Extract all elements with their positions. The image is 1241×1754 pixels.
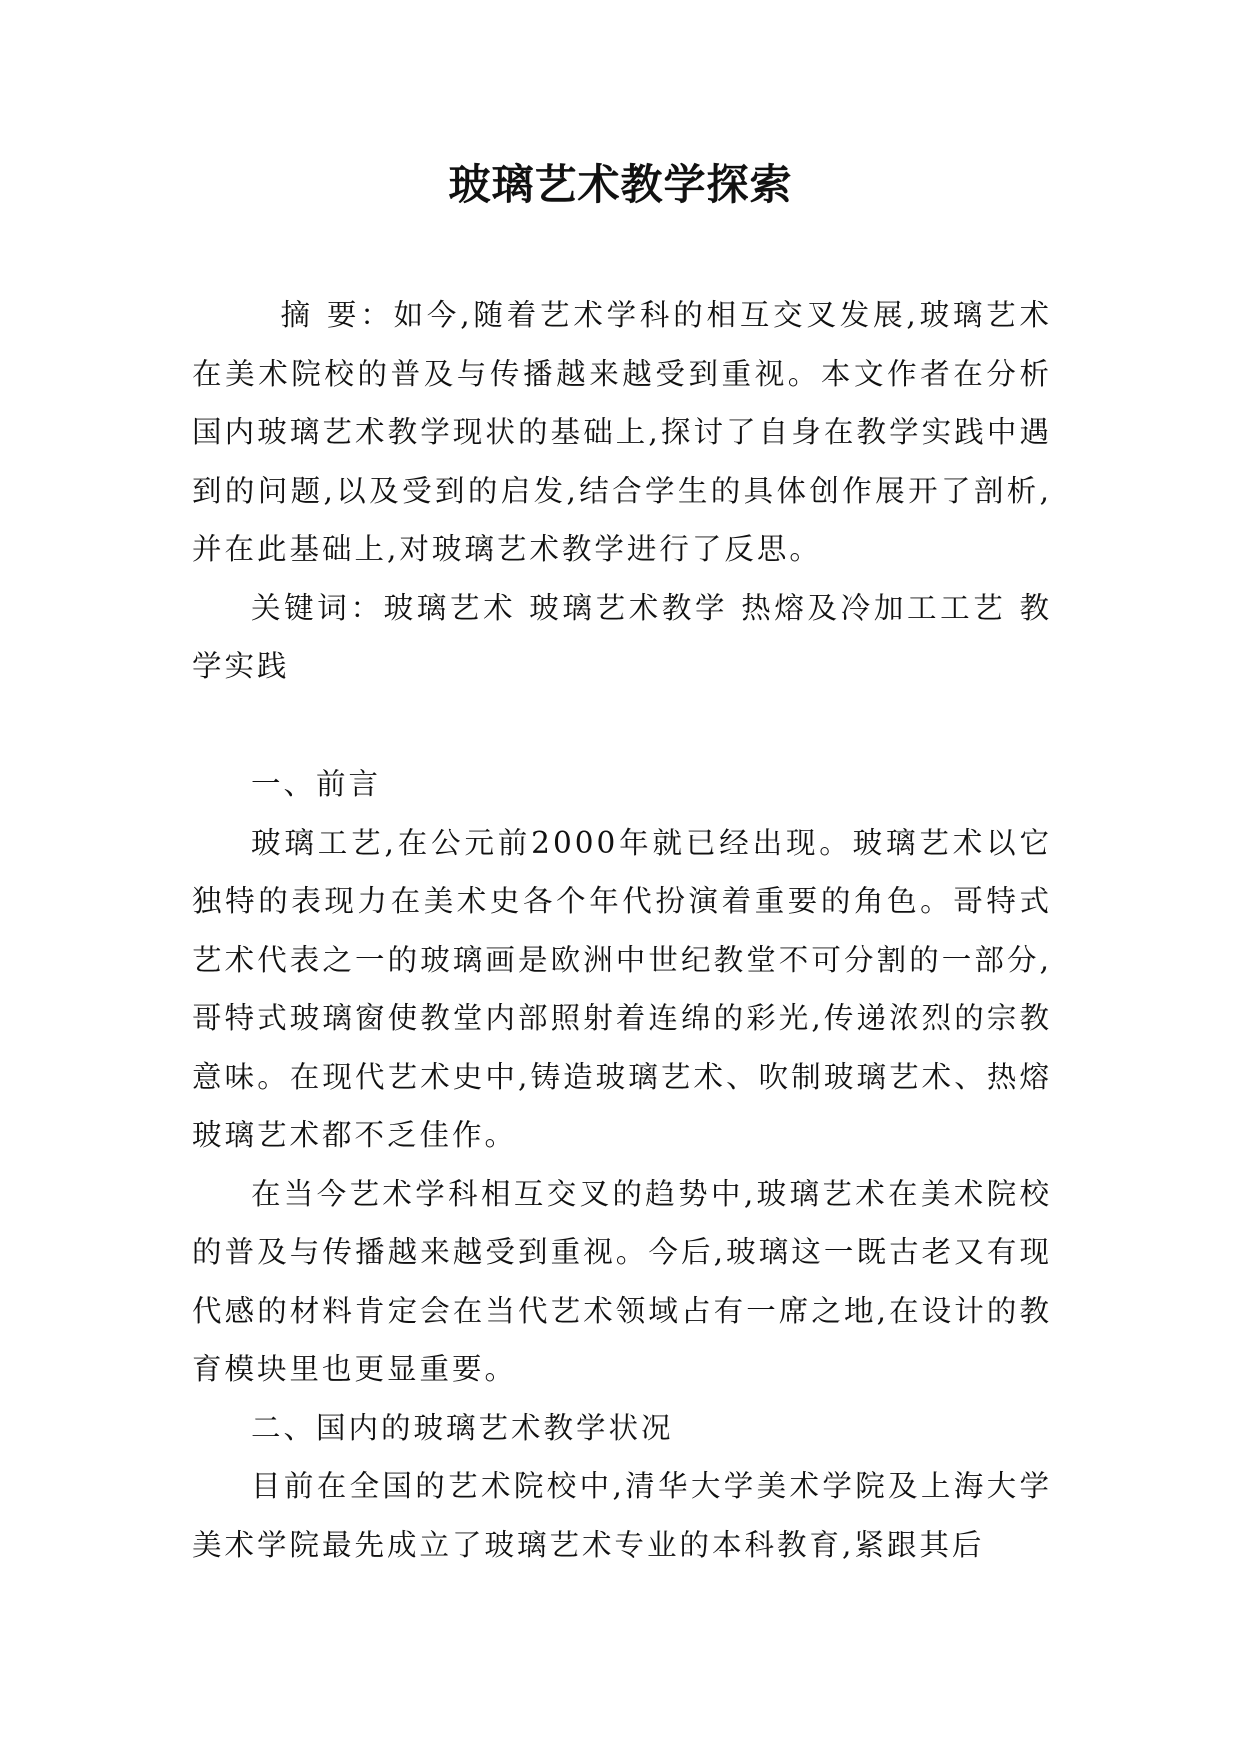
keywords-paragraph [192, 579, 1052, 696]
abstract-text: 如今,随着艺术学科的相互交叉发展,玻璃艺术在美术院校的普及与传播越来越受到重视。本文作者在分析国内玻璃艺术教学现状的基础上,探讨了自身在教学实践中遇到的问题,以及受到的启发,结合学生的具体创作展开了剖析,并在此基础上,对玻璃艺术教学进行了反思。 [192, 298, 1052, 566]
body-paragraph: 玻璃工艺,在公元前2000年就已经出现。玻璃艺术以它独特的表现力在美术史各个年代扮演着重要的角色。哥特式艺术代表之一的玻璃画是欧洲中世纪教堂不可分割的一部分,哥特式玻璃窗使教堂内部照射着连绵的彩光,传递浓烈的宗教意味。在现代艺术史中,铸造玻璃艺术、吹制玻璃艺术、热熔玻璃艺术都不乏佳作。 [192, 825, 1052, 1152]
main-body [192, 755, 1052, 1574]
section-heading: 二、国内的玻璃艺术教学状况 [251, 1410, 674, 1445]
keywords-label: 关键词： [251, 590, 384, 625]
document-title: 玻璃艺术教学探索 [448, 160, 793, 209]
abstract-label: 摘 要： [280, 298, 394, 332]
abstract-paragraph [192, 286, 1052, 579]
body-paragraph: 目前在全国的艺术院校中,清华大学美术学院及上海大学美术学院最先成立了玻璃艺术专业的本科教育,紧跟其后 [192, 1469, 1052, 1562]
abstract-block [192, 286, 1052, 696]
body-paragraph: 在当今艺术学科相互交叉的趋势中,玻璃艺术在美术院校的普及与传播越来越受到重视。今后,玻璃这一既古老又有现代感的材料肯定会在当代艺术领域占有一席之地,在设计的教育模块里也更显重要。 [192, 1176, 1052, 1386]
keywords-text: 玻璃艺术 玻璃艺术教学 热熔及冷加工工艺 教学实践 [192, 590, 1052, 683]
section-heading: 一、前言 [251, 767, 382, 801]
